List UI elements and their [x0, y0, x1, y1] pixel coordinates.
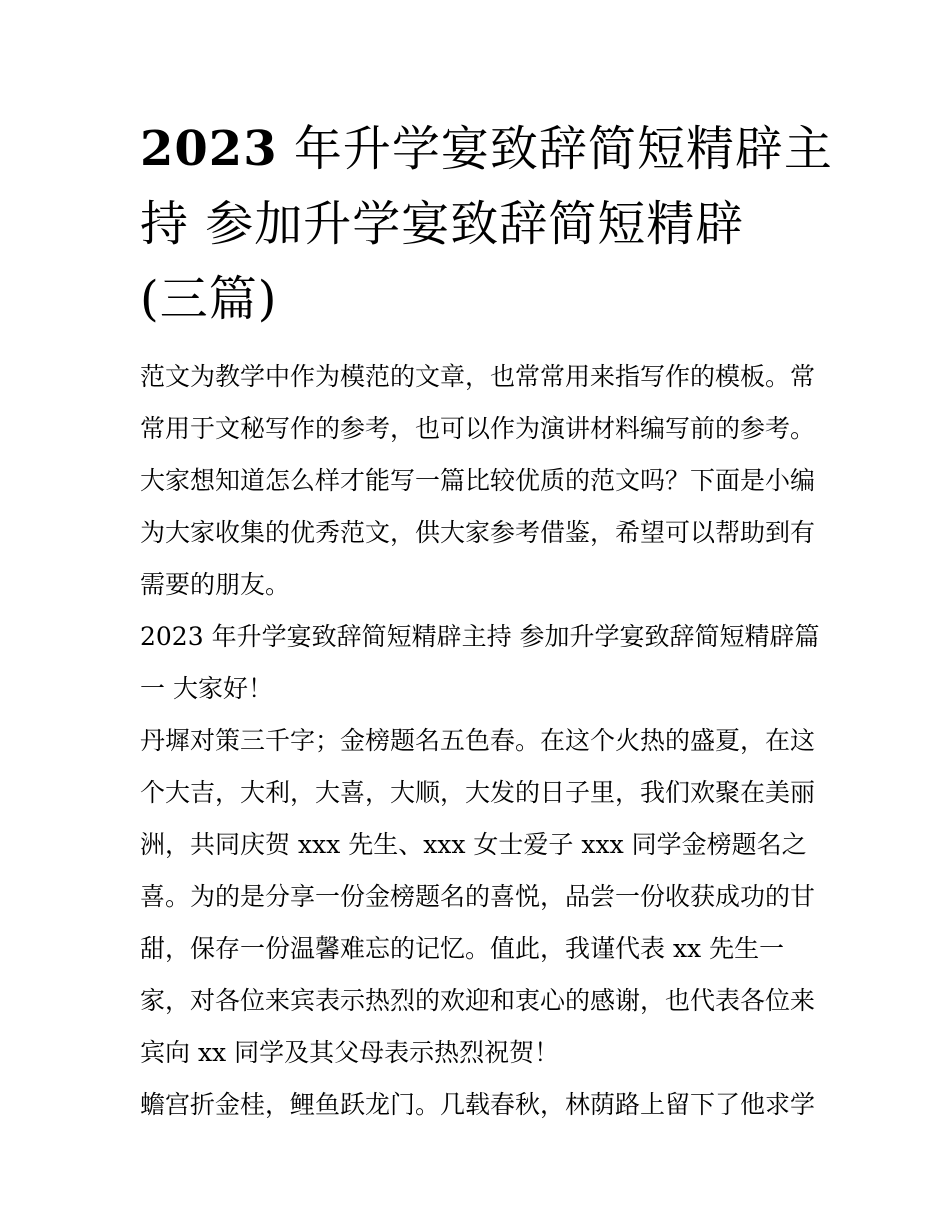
- title-line-2: 持 参加升学宴致辞简短精辟: [140, 196, 745, 252]
- paragraph-line: 需要的朋友。: [140, 570, 291, 599]
- paragraph-line: 为大家收集的优秀范文，供大家参考借鉴，希望可以帮助到有: [140, 518, 816, 547]
- paragraph-line: 一 大家好！: [140, 674, 273, 703]
- paragraph-line: 2023 年升学宴致辞简短精辟主持 参加升学宴致辞简短精辟篇: [140, 622, 820, 651]
- title-line-1-text: 年升学宴致辞简短精辟主: [293, 121, 833, 177]
- paragraph-speech-2: [140, 1079, 820, 1131]
- document-title: [140, 112, 833, 337]
- paragraph-line: 范文为教学中作为模范的文章，也常常用来指写作的模板。常: [140, 362, 816, 391]
- paragraph-line: 喜。为的是分享一份金榜题名的喜悦，品尝一份收获成功的甘: [140, 882, 816, 911]
- paragraph-line: 蟾宫折金桂，鲤鱼跃龙门。几载春秋，林荫路上留下了他求学: [140, 1090, 816, 1119]
- paragraph-intro: [140, 351, 820, 611]
- title-year: 2023: [140, 121, 278, 177]
- paragraph-line: 洲，共同庆贺 xxx 先生、xxx 女士爱子 xxx 同学金榜题名之: [140, 830, 807, 859]
- title-line-3: (三篇): [140, 271, 278, 327]
- paragraph-section-heading: [140, 611, 820, 715]
- paragraph-line: 甜，保存一份温馨难忘的记忆。值此，我谨代表 xx 先生一: [140, 934, 785, 963]
- paragraph-line: 大家想知道怎么样才能写一篇比较优质的范文吗？下面是小编: [140, 466, 816, 495]
- paragraph-line: 家，对各位来宾表示热烈的欢迎和衷心的感谢，也代表各位来: [140, 986, 816, 1015]
- title-line-1: [140, 112, 833, 187]
- paragraph-line: 丹墀对策三千字；金榜题名五色春。在这个火热的盛夏，在这: [140, 726, 816, 755]
- paragraph-line: 个大吉，大利，大喜，大顺，大发的日子里，我们欢聚在美丽: [140, 778, 816, 807]
- paragraph-speech-1: [140, 715, 820, 1079]
- paragraph-line: 宾向 xx 同学及其父母表示热烈祝贺！: [140, 1038, 560, 1067]
- document-body: [140, 351, 820, 1131]
- paragraph-line: 常用于文秘写作的参考，也可以作为演讲材料编写前的参考。: [140, 414, 816, 443]
